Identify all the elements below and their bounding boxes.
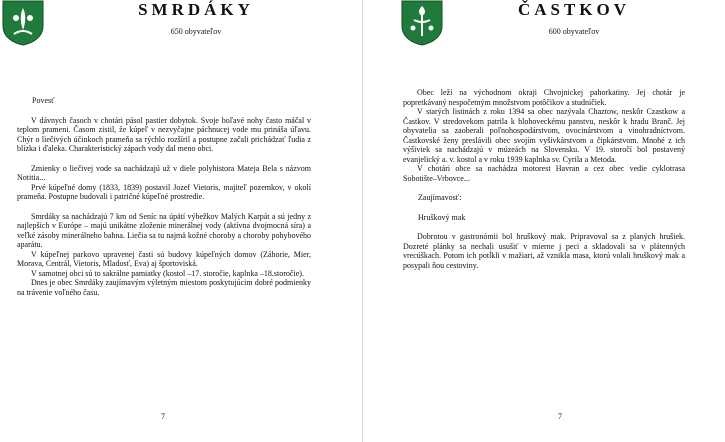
paragraph: V samotnej obci sú to sakrálne pamiatky (kostol –17. storočie, kaplnka –18.storočie). — [31, 268, 304, 278]
paragraph: Obec leží na východnom okraji Chvojnickej pahorkatiny. Jej chotár je popretkávaný nespočetným množstvom potôčikov a studničiek. — [403, 88, 685, 107]
paragraph: V chotári obce sa nachádza motorest Havran a cez obec vedie cyklotrasa Sobotište–Vrbovce... — [403, 164, 685, 183]
recipe-heading: Hruškový mak — [418, 212, 466, 222]
paragraph: V kúpeľnej parkovo upravenej časti sú budovy kúpeľných domov (Záhorie, Mier, Morava, Centrál, Vietoris, Mladosť, Eva) aj športoviská. — [17, 249, 311, 268]
page-number: 7 — [161, 412, 165, 421]
page-number: 7 — [558, 412, 562, 421]
page-title: ČASTKOV — [517, 0, 631, 19]
section-heading: Zaujímavosť: — [418, 193, 462, 202]
paragraph: Prvé kúpeľné domy (1833, 1839) postavil Jozef Vietoris, majiteľ pozemkov, v okolí prameňa. Postupne budovali i patričné kúpeľné prostredie. — [17, 182, 311, 201]
population-caption: 650 obyvateľov — [170, 27, 222, 36]
paragraph: Zmienky o liečivej vode sa nachádzajú už v diele polyhistora Mateja Bela s názvom Notitia... — [17, 163, 311, 182]
page-body — [403, 88, 685, 270]
page-title: SMRDÁKY — [138, 0, 254, 19]
paragraph: Smrdáky sa nachádzajú 7 km od Seníc na úpätí výbežkov Malých Karpát a sú jedny z najlepších v Európe – majú unikátne zloženie minerálnej vody (aktívna dvojmocná síra) a veľké zásoby minerálneho bahna. Liečia sa tu najmä kožné choroby a choroby pohybového aparátu. — [17, 211, 311, 249]
paragraph: V dávnych časoch v chotári pásol pastier dobytok. Svoje boľavé nohy často máčal v teplom prameni. Časom zistil, že kúpeľ v nezvyčajne páchnucej vode mu prináša úľavu. Chýr o liečivých účinkoch prameňa sa rýchlo rozšíril a postupne začali prichádzať ľudia z blízka i ďaleka. Charakteristický zápach vody dal meno obci. — [17, 115, 311, 153]
paragraph: V starých listinách z roku 1394 sa obec nazývala Chaztow, neskôr Czastkow a Častkov. V stredovekom patrila k hlohoveckému panstvu, neskôr k hradu Branč. Jej obyvatelia sa zaoberali poľnohospodárstvom, ovocinárstvom a vinohradníctvom. Častkovské ženy preslávili obec svojím vyšívkárstvom a čipkárstvom. Mnohé z ich výšiviek sa nachádzajú v múzeách na Slovensku. V 19. storočí bol postavený evanjelický a. v. kostol a v roku 1939 kaplnka sv. Cyrila a Metoda. — [403, 107, 685, 164]
section-heading: Povesť — [32, 96, 55, 105]
population-caption: 600 obyvateľov — [548, 27, 600, 36]
right-page — [363, 0, 725, 442]
left-page — [0, 0, 362, 442]
paragraph: Dobrotou v gastronómii bol hruškový mak. Pripravoval sa z planých hrušiek. Dozreté plánky sa nechali usušiť v mierne j peci a skladovali sa v plátenných vrecúškach. Potom ich potĺkli v mažiari, až vznikla masa, ktorú volali hruškový mak a posypali ňou cestoviny. — [403, 232, 685, 270]
paragraph: Dnes je obec Smrdáky zaujímavým výletným miestom poskytujúcim dobré podmienky na trávenie voľného času. — [17, 278, 311, 297]
page-body — [17, 96, 311, 297]
